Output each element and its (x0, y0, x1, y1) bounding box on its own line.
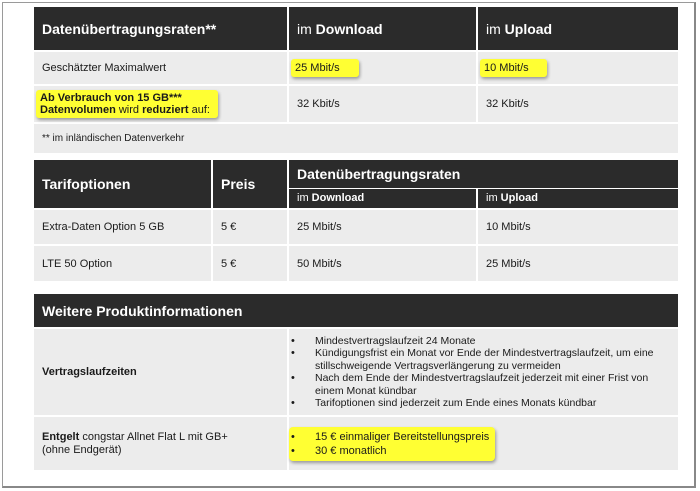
rates-header-upload: im Upload (477, 7, 678, 51)
max-download-cell (288, 51, 477, 85)
list-item: • Kündigungsfrist ein Monat vor Ende der Mindestvertragslaufzeit, um eine stillschweigende Vertragsverlängerung zu vermeiden (289, 347, 678, 372)
option-name: LTE 50 Option (34, 245, 212, 281)
rates-header-label: Datenübertragungsraten** (34, 7, 288, 51)
options-subheader-download: im Download (288, 188, 477, 209)
list-item: • Nach dem Ende der Mindestvertragslaufzeit jederzeit mit einer Frist von einem Monat kündbar (289, 372, 678, 397)
list-item: • 30 € monatlich (289, 444, 489, 458)
throttle-upload: 32 Kbit/s (477, 85, 678, 123)
table-row (34, 209, 678, 245)
options-header-price: Preis (212, 160, 288, 209)
throttle-label-cell (34, 85, 288, 123)
max-download-value: 25 Mbit/s (291, 59, 359, 77)
data-rates-table (34, 7, 678, 153)
options-header-rates: Datenübertragungsraten (288, 160, 678, 188)
tariff-options-table (34, 160, 678, 281)
options-subheader-upload: im Upload (477, 188, 678, 209)
options-header-label: Tarifoptionen (34, 160, 212, 209)
max-upload-cell (477, 51, 678, 85)
list-item: • Tarifoptionen sind jederzeit zum Ende eines Monats kündbar (289, 397, 678, 410)
option-upload: 25 Mbit/s (477, 245, 678, 281)
fee-cell (288, 416, 678, 470)
max-value-label: Geschätzter Maximalwert (34, 51, 288, 85)
option-price: 5 € (212, 209, 288, 245)
contract-terms-list (289, 335, 678, 410)
table-row (34, 245, 678, 281)
fee-label: Entgelt congstar Allnet Flat L mit GB+ (ohne Endgerät) (34, 416, 288, 470)
rates-footnote: ** im inländischen Datenverkehr (34, 123, 678, 153)
option-name: Extra-Daten Option 5 GB (34, 209, 212, 245)
option-price: 5 € (212, 245, 288, 281)
fee-highlight (289, 427, 495, 461)
option-download: 50 Mbit/s (288, 245, 477, 281)
product-info-table (34, 294, 678, 470)
contract-terms-cell (288, 328, 678, 416)
max-upload-value: 10 Mbit/s (480, 59, 547, 77)
product-info-header: Weitere Produktinformationen (34, 294, 678, 328)
option-download: 25 Mbit/s (288, 209, 477, 245)
list-item: • 15 € einmaliger Bereitstellungspreis (289, 430, 489, 444)
option-upload: 10 Mbit/s (477, 209, 678, 245)
throttle-download: 32 Kbit/s (288, 85, 477, 123)
fee-list (289, 430, 489, 458)
throttle-label: Ab Verbrauch von 15 GB*** Datenvolumen wird reduziert auf: (36, 90, 218, 118)
contract-terms-label: Vertragslaufzeiten (34, 328, 288, 416)
list-item: • Mindestvertragslaufzeit 24 Monate (289, 335, 678, 348)
rates-header-download: im Download (288, 7, 477, 51)
